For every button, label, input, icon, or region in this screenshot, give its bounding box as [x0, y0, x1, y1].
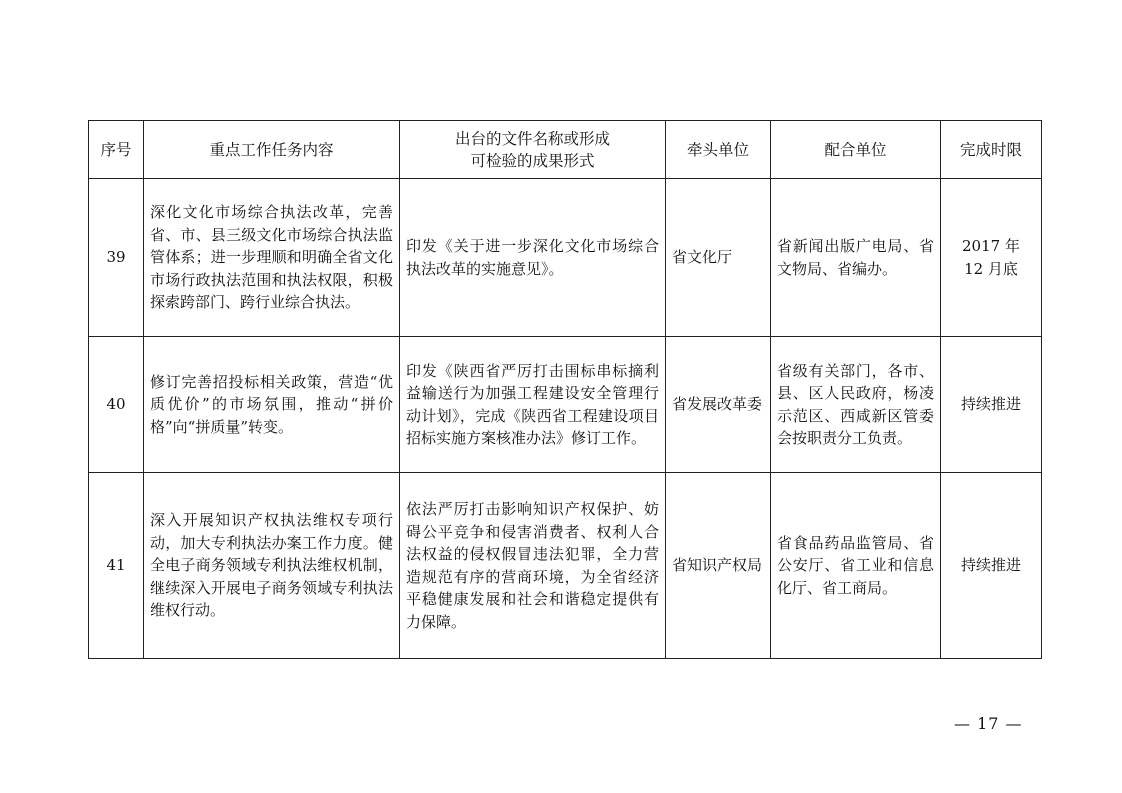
coop-units: 省级有关部门，各市、县、区人民政府，杨凌示范区、西咸新区管委会按职责分工负责。 [771, 337, 941, 473]
deadline-line1: 持续推进 [960, 556, 1021, 575]
lead-unit: 省知识产权局 [666, 473, 771, 659]
header-no: 序号 [89, 121, 144, 179]
coop-units: 省食品药品监管局、省公安厅、省工业和信息化厅、省工商局。 [771, 473, 941, 659]
row-number: 39 [89, 179, 144, 337]
header-row [89, 121, 1042, 179]
task-content: 深化文化市场综合执法改革，完善省、市、县三级文化市场综合执法监管体系；进一步理顺和明确全省文化市场行政执法范围和执法权限，积极探索跨部门、跨行业综合执法。 [144, 179, 400, 337]
header-output-line2: 可检验的成果形式 [470, 151, 595, 170]
header-output [400, 121, 666, 179]
deadline [941, 179, 1042, 337]
task-content: 修订完善招投标相关政策，营造“优质优价”的市场氛围，推动“拼价格”向“拼质量”转变。 [144, 337, 400, 473]
lead-unit: 省文化厅 [666, 179, 771, 337]
header-task: 重点工作任务内容 [144, 121, 400, 179]
coop-units: 省新闻出版广电局、省文物局、省编办。 [771, 179, 941, 337]
deadline-line2: 12 月底 [964, 259, 1018, 278]
header-deadline: 完成时限 [941, 121, 1042, 179]
deadline-line1: 2017 年 [962, 237, 1020, 255]
table-row [89, 473, 1042, 659]
table-row [89, 179, 1042, 337]
deadline [941, 473, 1042, 659]
lead-unit: 省发展改革委 [666, 337, 771, 473]
output-form: 印发《关于进一步深化文化市场综合执法改革的实施意见》。 [400, 179, 666, 337]
page-number: — 17 — [954, 714, 1023, 733]
row-number: 41 [89, 473, 144, 659]
output-form: 依法严厉打击影响知识产权保护、妨碍公平竞争和侵害消费者、权利人合法权益的侵权假冒违法犯罪，全力营造规范有序的营商环境，为全省经济平稳健康发展和社会和谐稳定提供有力保障。 [400, 473, 666, 659]
row-number: 40 [89, 337, 144, 473]
header-lead: 牵头单位 [666, 121, 771, 179]
header-output-line1: 出台的文件名称或形成 [454, 129, 610, 148]
deadline-line1: 持续推进 [960, 395, 1021, 414]
task-table [88, 120, 1042, 659]
table-row [89, 337, 1042, 473]
deadline [941, 337, 1042, 473]
header-coop: 配合单位 [771, 121, 941, 179]
output-form: 印发《陕西省严厉打击围标串标摘利益输送行为加强工程建设安全管理行动计划》，完成《陕西省工程建设项目招标实施方案核准办法》修订工作。 [400, 337, 666, 473]
task-content: 深入开展知识产权执法维权专项行动，加大专利执法办案工作力度。健全电子商务领域专利执法维权机制，继续深入开展电子商务领域专利执法维权行动。 [144, 473, 400, 659]
